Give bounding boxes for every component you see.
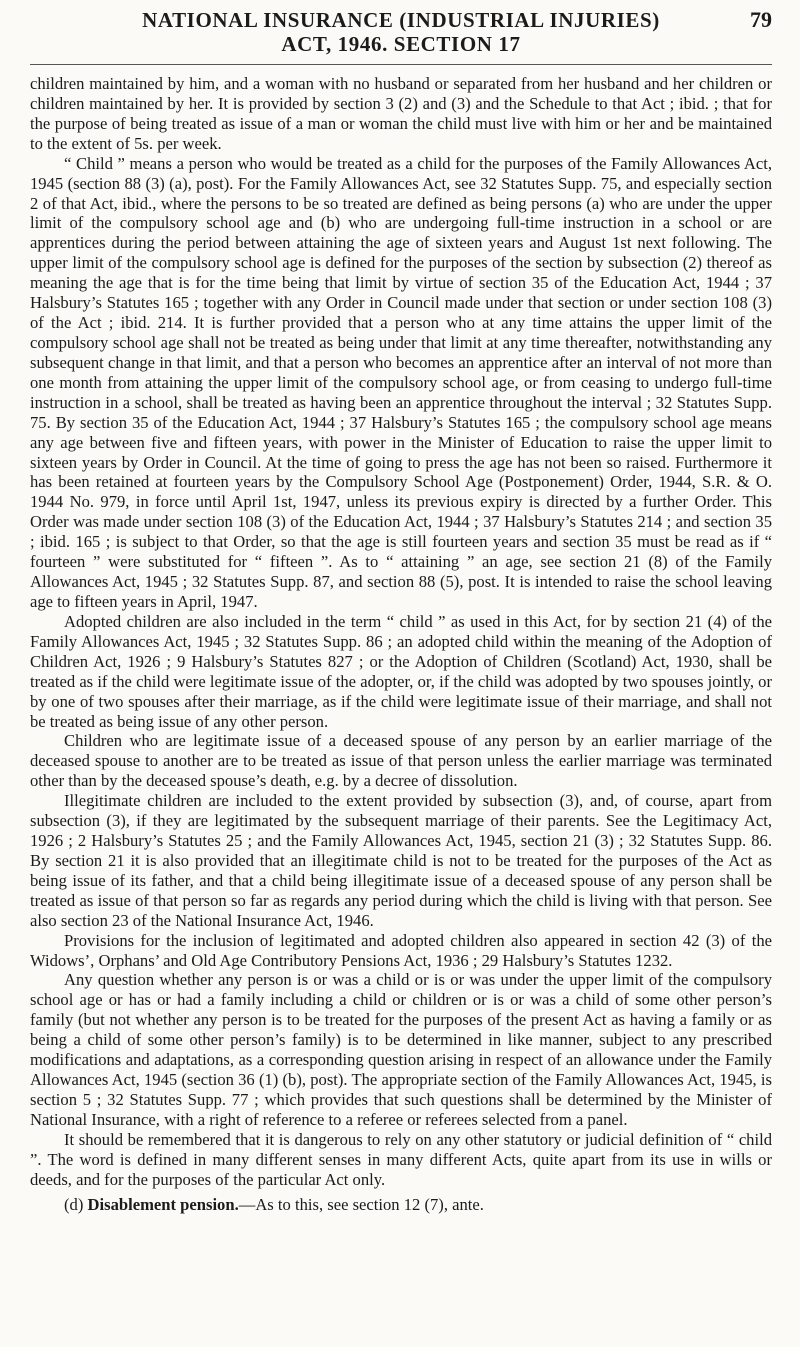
paragraph: “ Child ” means a person who would be treated as a child for the purposes of the Family Allowances Act, 1945 (section 88 (3) (a), post). For the Family Allowances Act, see 32 Statutes Supp. 75, and especially section 2 of that Act, ibid., where the persons to be so treated are defined as being persons (a) who are under the upper limit of the compulsory school age and (b) who are undergoing full-time instruction in a school or are apprentices during the period between attaining the age of sixteen years and August 1st next following. The upper limit of the compulsory school age is defined for the purposes of the section by subsection (2) thereof as meaning the age that is for the time being that limit by virtue of section 35 of the Education Act, 1944 ; 37 Halsbury’s Statutes 165 ; together with any Order in Council made under that section or under section 108 (3) of the Act ; ibid. 214. It is further provided that a person who at any time attains the upper limit of the compulsory school age shall not be treated as being under that limit at any time thereafter, notwithstanding any subsequent change in that limit, and that a person who becomes an apprentice after an interval of not more than one month from attaining the upper limit of the compulsory school age, or from ceasing to undergo full-time instruction in a school, shall be treated as having been an apprentice throughout the interval ; 32 Statutes Supp. 75. By section 35 of the Education Act, 1944 ; 37 Halsbury’s Statutes 165 ; the compulsory school age means any age between five and fifteen years, with power in the Minister of Education to raise the upper limit to sixteen years by Order in Council. At the time of going to press the age has not been so raised. Furthermore it has been retained at fourteen years by the Compulsory School Age (Postponement) Order, 1944, S.R. & O. 1944 No. 979, in force until April 1st, 1947, unless its previous expiry is directed by a further Order. This Order was made under section 108 (3) of the Education Act, 1944 ; 37 Halsbury’s Statutes 214 ; and section 35 ; ibid. 165 ; is subject to that Order, so that the age is still fourteen years and section 35 must be read as if “ fourteen ” were substituted for “ fifteen ”. As to “ attaining ” an age, see section 21 (8) of the Family Allowances Act, 1945 ; 32 Statutes Supp. 87, and section 88 (5), post. It is intended to raise the school leaving age to fifteen years in April, 1947. bbox=[30, 153, 772, 611]
paragraph: It should be remembered that it is dangerous to rely on any other statutory or judicial definition of “ child ”. The word is defined in many different senses in many different Acts, quite apart from its use in wills or deeds, and for the purposes of the particular Act only. bbox=[30, 1129, 772, 1189]
paragraph: Adopted children are also included in the term “ child ” as used in this Act, for by section 21 (4) of the Family Allowances Act, 1945 ; 32 Statutes Supp. 86 ; an adopted child within the meaning of the Adoption of Children Act, 1926 ; 9 Halsbury’s Statutes 827 ; or the Adoption of Children (Scotland) Act, 1930, shall be treated as if the child were legitimate issue of the adopter, or, if the child was adopted by two spouses jointly, or by one of two spouses after their marriage, as if the child were legitimate issue of their marriage, and shall not be treated as being issue of any other person. bbox=[30, 611, 772, 731]
paragraph: Any question whether any person is or was a child or is or was under the upper limit of the compulsory school age or has or had a family including a child or children or is or was a child of some other person’s family (but not whether any person is to be treated for the purposes of the present Act as having a family or as being a child of some other person’s family) is to be determined in like manner, subject to any prescribed modifications and adaptations, as a corresponding question arising in respect of an allowance under the Family Allowances Act, 1945 (section 36 (1) (b), post). The appropriate section of the Family Allowances Act, 1945, is section 5 ; 32 Statutes Supp. 77 ; which provides that such questions shall be determined by the Minister of National Insurance, with a right of reference to a referee or referees selected from a panel. bbox=[30, 970, 772, 1129]
paragraph: children maintained by him, and a woman with no husband or separated from her husband and her children or children maintained by her. It is provided by section 3 (2) and (3) and the Schedule to that Act ; ibid. ; that for the purpose of being treated as issue of a man or woman the child must live with him or her and be maintained to the extent of 5s. per week. bbox=[30, 74, 772, 153]
note-text: —As to this, see section 12 (7), ante. bbox=[238, 1194, 484, 1214]
header-subtitle: ACT, 1946. SECTION 17 bbox=[281, 32, 521, 56]
body-text bbox=[30, 74, 772, 1215]
running-head bbox=[30, 8, 772, 64]
paragraph: Illegitimate children are included to the extent provided by subsection (3), and, of course, apart from subsection (3), if they are legitimated by the subsequent marriage of their parents. See the Legitimacy Act, 1926 ; 2 Halsbury’s Statutes 25 ; and the Family Allowances Act, 1945, section 21 (3) ; 32 Statutes Supp. 86. By section 21 it is also provided that an illegitimate child is not to be treated for the purposes of the Act as being issue of its father, and that a child being illegitimate issue of a deceased spouse of any person shall be treated as issue of that person so far as regards any period during which the child is living with that person. See also section 23 of the National Insurance Act, 1946. bbox=[30, 791, 772, 930]
header-divider bbox=[30, 64, 772, 65]
paragraph: Children who are legitimate issue of a deceased spouse of any person by an earlier marriage of the deceased spouse to another are to be treated as issue of that person unless the earlier marriage was terminated other than by the deceased spouse’s death, e.g. by a decree of dissolution. bbox=[30, 731, 772, 791]
paragraph: Provisions for the inclusion of legitimated and adopted children also appeared in section 42 (3) of the Widows’, Orphans’ and Old Age Contributory Pensions Act, 1936 ; 29 Halsbury’s Statutes 1232. bbox=[30, 930, 772, 970]
final-note bbox=[30, 1195, 772, 1215]
page-number: 79 bbox=[750, 7, 772, 32]
note-label: (d) bbox=[64, 1194, 84, 1214]
header-title: NATIONAL INSURANCE (INDUSTRIAL INJURIES) bbox=[142, 8, 660, 32]
note-heading: Disablement pension. bbox=[87, 1194, 239, 1214]
